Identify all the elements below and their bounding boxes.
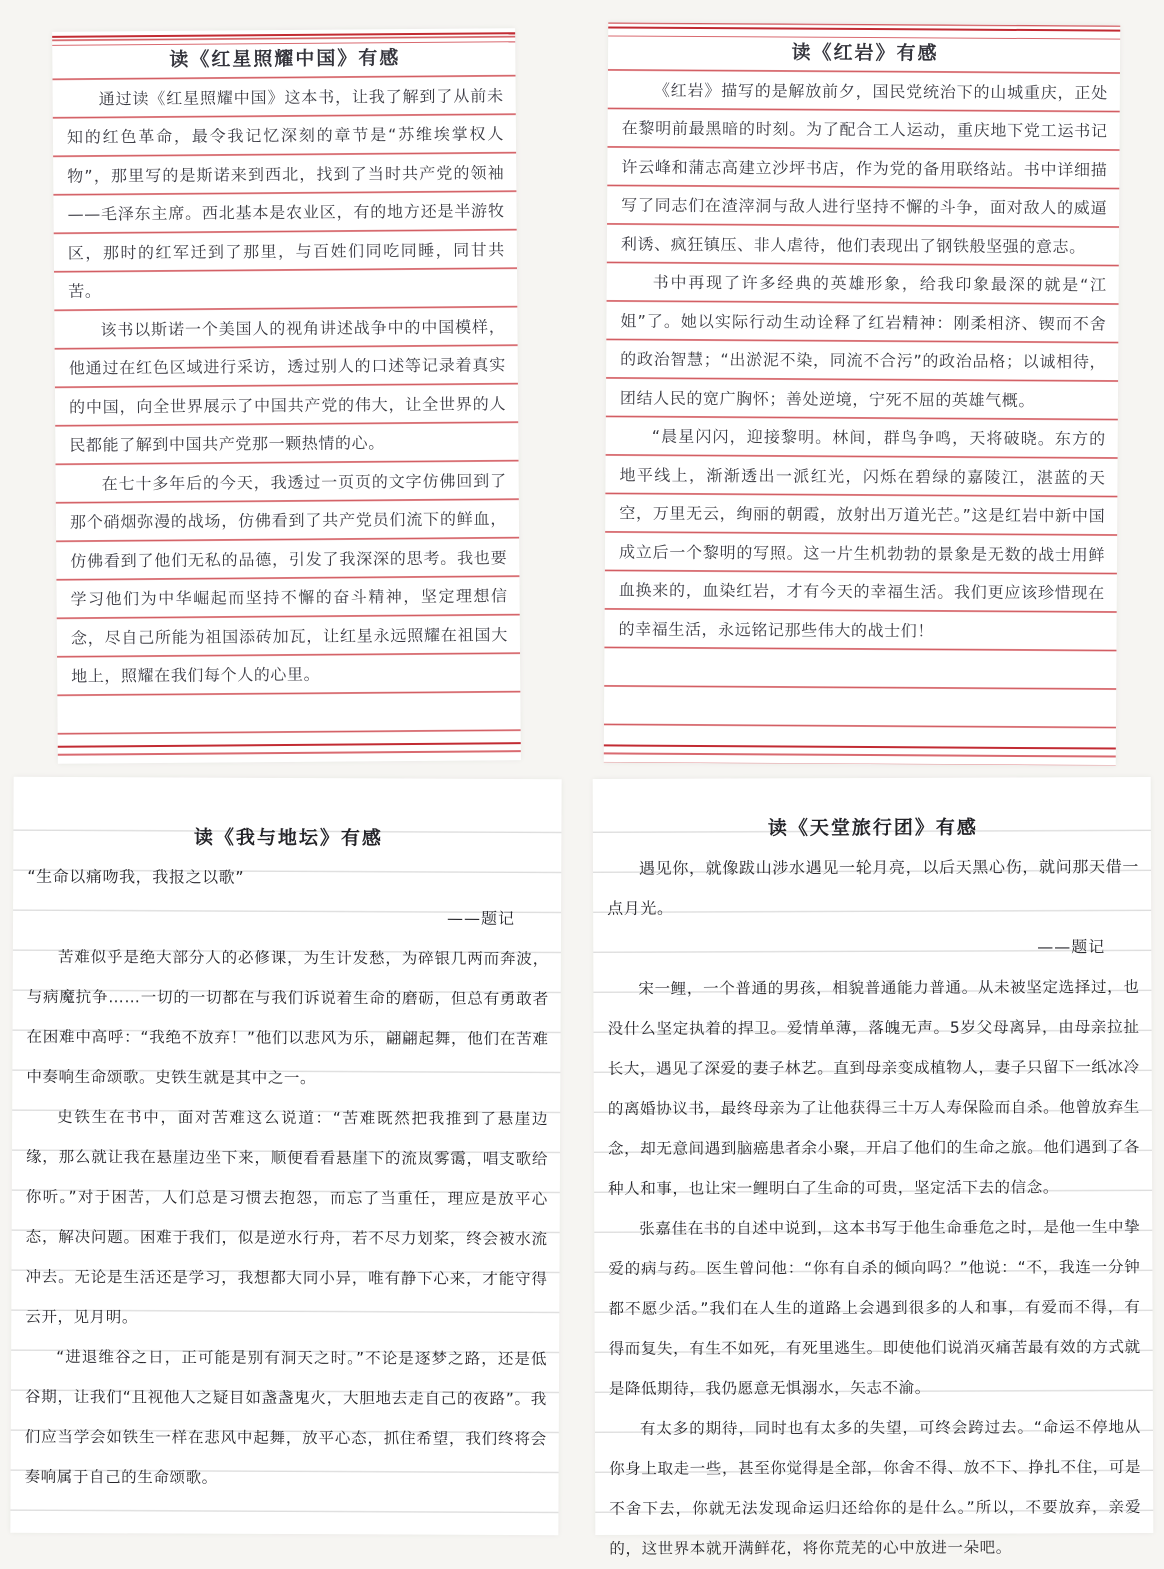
essay-paragraph: 苦难似乎是绝大部分人的必修课，为生计发愁，为碎银几两而奔波，与病魔抗争……一切的一切都在与我们诉说着生命的磨砺，但总有勇敢者在困难中高呼：“我绝不放弃！”他们以悲风为乐，翩翩起舞，他们在苦难中奏响生命颂歌。史铁生就是其中之一。 bbox=[26, 948, 549, 1088]
essay-paragraph: “晨星闪闪，迎接黎明。林间，群鸟争鸣，天将破晓。东方的地平线上，渐渐透出一派红光，闪烁在碧绿的嘉陵江，湛蓝的天空，万里无云，绚丽的朝霞，放射出万道光芒。”这是红岩中新中国成立后一个黎明的写照。这一片生机勃勃的景象是无数的战士用鲜血换来的，血染红岩，才有今天的幸福生活。我们更应该珍惜现在的幸福生活，永远铭记那些伟大的战士们！ bbox=[618, 426, 1106, 640]
essay-paragraph: 书中再现了许多经典的英雄形象，给我印象最深的就是“江姐”了。她以实际行动生动诠释了红岩精神：刚柔相济、锲而不舍的政治智慧；“出淤泥不染，同流不合污”的政治品格；以诚相待，团结人民的宽广胸怀；善处逆境，宁死不屈的英雄气概。 bbox=[619, 272, 1107, 410]
essay-epigraph-attribution: ——题记 bbox=[446, 908, 516, 928]
essay-content bbox=[66, 38, 508, 696]
essay-page-red-crag bbox=[604, 22, 1121, 765]
essay-content bbox=[25, 817, 550, 1499]
essay-content bbox=[607, 807, 1142, 1569]
essay-title: 读《天堂旅行团》有感 bbox=[767, 816, 978, 840]
essay-title: 读《红岩》有感 bbox=[791, 41, 939, 65]
essay-epigraph-attribution: ——题记 bbox=[1037, 937, 1106, 957]
essay-paragraph: 在七十多年后的今天，我透过一页页的文字仿佛回到了那个硝烟弥漫的战场，仿佛看到了共产党员们流下的鲜血，仿佛看到了他们无私的品德，引发了我深深的思考。我也要学习他们为中华崛起而坚持不懈的奋斗精神，坚定理想信念，尽自己所能为祖国添砖加瓦，让红星永远照耀在祖国大地上，照耀在我们每个人的心里。 bbox=[69, 470, 508, 686]
essay-title: 读《我与地坛》有感 bbox=[193, 826, 383, 850]
essay-paragraph: 宋一鲤，一个普通的男孩，相貌普通能力普通。从未被坚定选择过，也没什么坚定执着的捍卫。爱情单薄，落魄无声。5岁父母离异，由母亲拉扯长大，遇见了深爱的妻子林艺。直到母亲变成植物人，妻子只留下一纸冰冷的离婚协议书，最终母亲为了让他获得三十万人寿保险而自杀。他曾放弃生念，却无意间遇到脑癌患者余小聚，开启了他们的生命之旅。他们遇到了各种人和事，也让宋一鲤明白了生命的可贵，坚定活下去的信念。 bbox=[607, 978, 1141, 1198]
essay-paragraph: “进退维谷之日，正可能是别有洞天之时。”不论是逐梦之路，还是低谷期，让我们“且视他人之疑目如盏盏鬼火，大胆地去走自己的夜路”。我们应当学会如铁生一样在悲风中起舞，放平心态，抓住希望，我们终将会奏响属于自己的生命颂歌。 bbox=[24, 1347, 548, 1487]
essay-paragraph: 《红岩》描写的是解放前夕，国民党统治下的山城重庆，正处在黎明前最黑暗的时刻。为了配合工人运动，重庆地下党工运书记许云峰和蒲志高建立沙坪书店，作为党的备用联络站。书中详细描写了同志们在渣滓洞与敌人进行坚持不懈的斗争，面对敌人的威逼利诱、疯狂镇压、非人虐待，他们表现出了钢铁般坚强的意志。 bbox=[620, 80, 1108, 256]
essay-page-me-and-ditan bbox=[10, 777, 561, 1535]
essay-page-heaven-travel-group bbox=[593, 777, 1154, 1558]
essay-page-red-star-over-china bbox=[52, 28, 521, 764]
essay-epigraph: 遇见你，就像跋山涉水遇见一轮月亮，以后天黑心伤，就问那天借一点月光。 bbox=[607, 857, 1140, 918]
essay-paragraph: 史铁生在书中，面对苦难这么说道：“苦难既然把我推到了悬崖边缘，那么就让我在悬崖边坐下来，顺便看看悬崖下的流岚雾霭，唱支歌给你听。”对于困苦，人们总是习惯去抱怨，而忘了当重任，理应是放平心态，解决问题。困难于我们，似是逆水行舟，若不尽力划桨，终会被水流冲去。无论是生活还是学习，我想都大同小异，唯有静下心来，才能守得云开，见月明。 bbox=[25, 1108, 549, 1327]
essay-paragraph: 该书以斯诺一个美国人的视角讲述战争中的中国模样，他通过在红色区域进行采访，透过别人的口述等记录着真实的中国，向全世界展示了中国共产党的伟大，让全世界的人民都能了解到中国共产党那一颗热情的心。 bbox=[68, 316, 507, 455]
essay-paragraph: 张嘉佳在书的自述中说到，这本书写于他生命垂危之时，是他一生中挚爱的病与药。医生曾问他：“你有自杀的倾向吗？”他说：“不，我连一分钟都不愿少活。”我们在人生的道路上会遇到很多的人和事，有爱而不得，有得而复失，有生不如死，有死里逃生。即使他们说消灭痛苦最有效的方式就是降低期待，我仍愿意无惧溺水，矢志不渝。 bbox=[608, 1218, 1141, 1398]
essay-paragraph: 通过读《红星照耀中国》这本书，让我了解到了从前未知的红色革命，最令我记忆深刻的章节是“苏维埃掌权人物”，那里写的是斯诺来到西北，找到了当时共产党的领袖——毛泽东主席。西北基本是农业区，有的地方还是半游牧区，那时的红军迁到了那里，与百姓们同吃同睡，同甘共苦。 bbox=[66, 85, 505, 301]
essay-epigraph: “生命以痛吻我，我报之以歌” bbox=[27, 866, 245, 887]
essay-content bbox=[618, 33, 1108, 652]
essay-title: 读《红星照耀中国》有感 bbox=[169, 47, 401, 71]
essay-paragraph: 有太多的期待，同时也有太多的失望，可终会跨过去。“命运不停地从你身上取走一些，甚至你觉得是全部，你舍不得、放不下、挣扎不住，可是不舍下去，你就无法发现命运归还给你的是什么。”所以，不要放弃，亲爱的，这世界本就开满鲜花，将你荒芜的心中放进一朵吧。 bbox=[609, 1418, 1142, 1558]
